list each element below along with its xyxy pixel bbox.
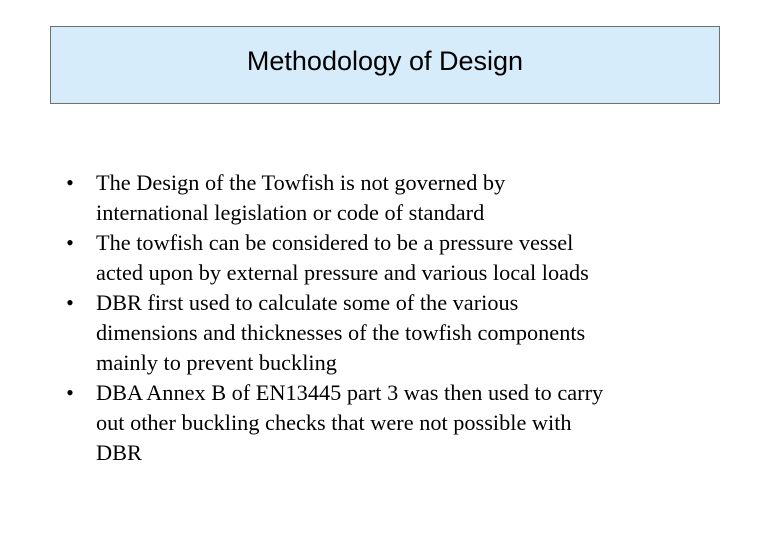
bullet-item xyxy=(62,288,712,378)
bullet-list xyxy=(62,168,712,468)
bullet-line: international legislation or code of standard xyxy=(96,200,485,225)
bullet-dot-icon: • xyxy=(66,230,74,255)
bullet-line: The towfish can be considered to be a pressure vessel xyxy=(96,230,574,255)
bullet-line: dimensions and thicknesses of the towfish components xyxy=(96,320,586,345)
bullet-line: DBR first used to calculate some of the various xyxy=(96,290,519,315)
bullet-line: out other buckling checks that were not possible with xyxy=(96,410,572,435)
title-box xyxy=(50,26,720,104)
bullet-item xyxy=(62,378,712,468)
bullet-item xyxy=(62,168,712,228)
bullet-item xyxy=(62,228,712,288)
bullet-dot-icon: • xyxy=(66,290,74,315)
bullet-line: acted upon by external pressure and various local loads xyxy=(96,260,589,285)
bullet-line: The Design of the Towfish is not governed by xyxy=(96,170,506,195)
bullet-line: DBA Annex B of EN13445 part 3 was then used to carry xyxy=(96,380,604,405)
slide-title: Methodology of Design xyxy=(246,45,524,76)
bullet-line: mainly to prevent buckling xyxy=(96,350,337,375)
bullet-dot-icon: • xyxy=(66,380,74,405)
bullet-line: DBR xyxy=(96,440,142,465)
bullet-dot-icon: • xyxy=(66,170,74,195)
